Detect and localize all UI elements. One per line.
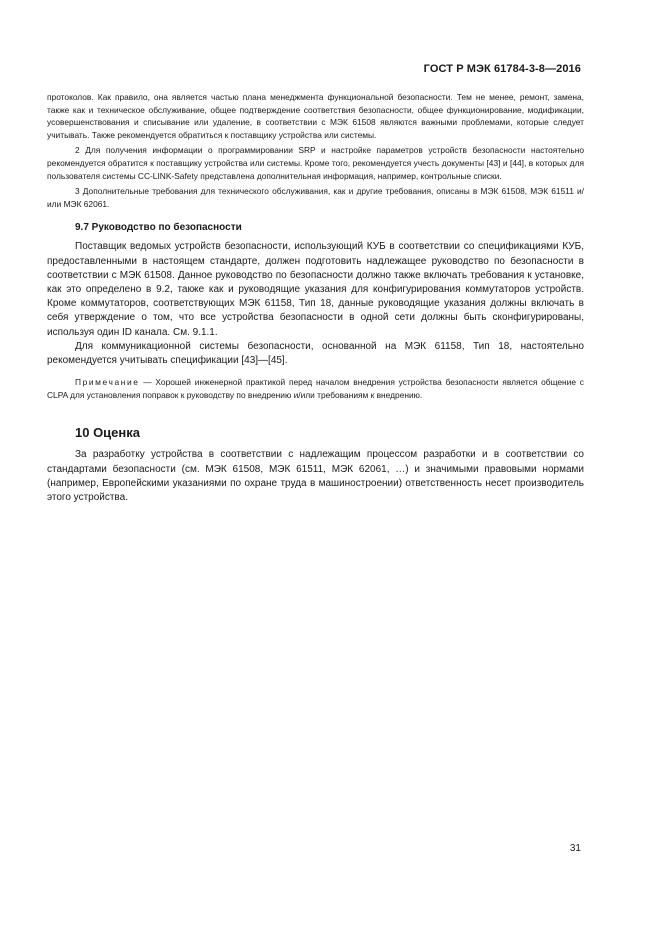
note-label: Примечание xyxy=(75,377,140,388)
note xyxy=(47,376,584,401)
paragraph-note-continuation: протоколов. Как правило, она является частью плана менеджмента функциональной безопасности. Тем не менее, ремонт, замена, также как и техническое обслуживание, общее подтверждение соответствия безопасности, общее функционирование, модификации, усовершенствования и списывание или удаление, в соответствии с МЭК 61508 являются важными проблемами, которые следует учитывать. Также рекомендуется обратиться к поставщику устройства или системы. xyxy=(47,92,584,140)
paragraph-recommendation: Для коммуникационной системы безопасности, основанной на МЭК 61158, Тип 18, настоятельно рекомендуется учитывать спецификации [43]—[45]. xyxy=(47,340,584,366)
document-header: ГОСТ Р МЭК 61784-3-8—2016 xyxy=(423,63,581,75)
paragraph-note-3: 3 Дополнительные требования для технического обслуживания, как и другие требования, описаны в МЭК 61508, МЭК 61511 и/или МЭК 62061. xyxy=(47,186,584,209)
paragraph-safety-manual: Поставщик ведомых устройств безопасности, использующий КУБ в соответствии со спецификациями КУБ, предоставленными в настоящем стандарте, должен подготовить надлежащее руководство по безопасности в соответствии с МЭК 61508. Данное руководство по безопасности должно также включать требования к установке, как это определено в 9.2, также как и руководящие указания для конфигурирования коммутаторов устройств. Кроме коммутаторов, соответствующих МЭК 61158, Тип 18, данные руководящие указания должны включать в себя утверждение о том, что все устройства безопасности в одной сети должны быть сконфигурированы, используя один ID канала. См. 9.1.1. xyxy=(47,241,584,338)
note-text: — Хорошей инженерной практикой перед началом внедрения устройства безопасности является общение с CLPA для установления поправок к руководству по внедрению и/или требованиям к внедрению. xyxy=(47,377,584,400)
section-heading-10: 10 Оценка xyxy=(75,425,140,441)
paragraph-assessment: За разработку устройства в соответствии с надлежащим процессом разработки и в соответствии со стандартами безопасности (см. МЭК 61508, МЭК 61511, МЭК 62061, …) и значимыми правовыми нормами (например, Европейскими указаниями по охране труда в машиностроении) ответственность несет производитель этого устройства. xyxy=(47,449,584,503)
section-heading-9-7: 9.7 Руководство по безопасности xyxy=(75,222,242,234)
page-number: 31 xyxy=(569,843,581,854)
paragraph-note-2: 2 Для получения информации о программировании SRP и настройке параметров устройств безопасности настоятельно рекомендуется обратится к поставщику устройства или системы. Кроме того, рекомендуется учесть документы [43] и [44], в которых для пользователя системы CC-LINK-Safety представлена дополнительная информация, например, контрольные списки. xyxy=(47,145,584,181)
page-content xyxy=(47,91,584,505)
